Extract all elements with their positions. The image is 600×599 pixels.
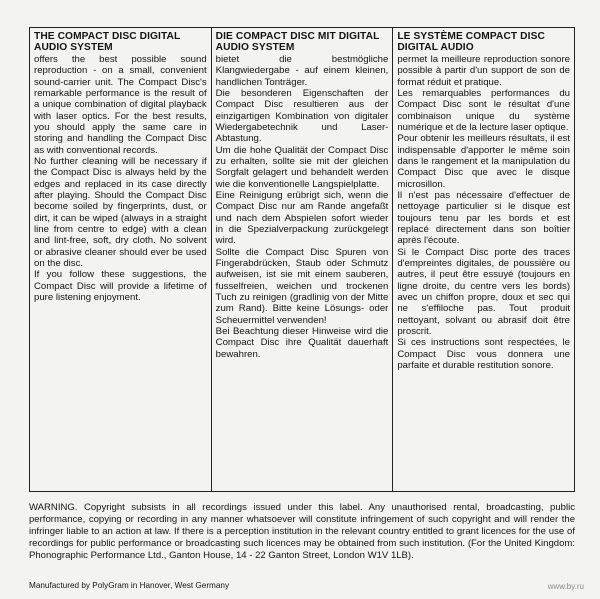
german-paragraph-1: bietet die bestmögliche Klangwiedergabe - auf einem kleinen, handlichen Tonträger. [215,53,389,88]
manufacturer-note: Manufactured by PolyGram in Hanover, West Germany [29,581,230,590]
french-heading: LE SYSTÈME COMPACT DISC DIGITAL AUDIO [397,31,545,54]
french-paragraph-6: Si ces instructions sont respectées, le Compact Disc vous donnera une parfaite et durable restitution sonore. [397,337,571,372]
english-paragraph-2: No further cleaning will be necessary if the Compact Disc is always held by the edges and replaced in its case directly after playing. Should the Compact Disc become soiled by fingerprints, dust, or dirt, it can be wiped (always in a straight line from centre to edge) with a clean and lint-free, soft, dry cloth. No solvent or abrasive cleaner should ever be used on the disc. [34,155,207,269]
french-paragraph-2: Les remarquables performances du Compact Disc sont le résultat d'une combinaison unique du système numérique et de la lecture laser optique. [397,87,571,133]
french-paragraph-3: Pour obtenir les meilleurs résultats, il est indispensable d'apporter le même soin dans le rangement et la manipulation du Compact Disc que avec le disque microsillon. [397,133,571,190]
care-instructions-box [29,27,575,492]
german-paragraph-6: Bei Beachtung dieser Hinweise wird die Compact Disc ihre Qualität dauerhaft bewahren. [215,326,389,360]
french-paragraph-1: permet la meilleure reproduction sonore possible à partir d'un support de son de format réduit et pratique. [397,53,571,88]
english-paragraph-1: offers the best possible sound reproduction - on a small, convenient sound-carrier unit. The Compact Disc's remarkable performance is the result of a unique combination of digital playback with laser optics. For the best results, you should apply the same care in storing and handling the Compact Disc as with conventional records. [34,53,207,156]
copyright-warning: WARNING. Copyright subsists in all recordings issued under this label. Any unauthorised rental, broadcasting, public performance, copying or recording in any manner whatsoever will constitute infringement of such copyright and will render the infringer liable to an action at law. If there is a perception institution in the relevant country entitled to grant licences for the use of recordings for public performance or broadcasting such licences may be obtained from such institution. (For the United Kingdom: Phonographic Performance Ltd., Ganton House, 14 - 22 Ganton Street, London W1V 1LB). [29,502,575,562]
german-paragraph-2: Die besonderen Eigenschaften der Compact Disc resultieren aus der einzigartigen Kombination von digitaler Wiedergabetechnik und Laser-Abtastung. [215,87,389,145]
french-paragraph-5: Si le Compact Disc porte des traces d'empreintes digitales, de poussière ou autres, il peut être essuyé (toujours en ligne droite, du centre vers les bords) avec un chiffon propre, doux et sec qui ne s'effiloche pas. Tout produit nettoyant, solvant ou abrasif doit être proscrit. [397,246,571,338]
watermark-text: www.by.ru [547,582,584,591]
english-heading: THE COMPACT DISC DIGITAL AUDIO SYSTEM [34,31,181,54]
german-heading: DIE COMPACT DISC MIT DIGITAL AUDIO SYSTEM [215,31,380,54]
german-paragraph-5: Sollte die Compact Disc Spuren von Fingerabdrücken, Staub oder Schmutz aufweisen, ist sie mit einem sauberen, fusselfreien, weichen und trockenen Tuch zu reinigen (gradlinig von der Mitte zum Rand). Bitte keine Lösungs- oder Scheuermittel verwenden! [215,246,389,326]
english-paragraph-3: If you follow these suggestions, the Compact Disc will provide a lifetime of pure listening enjoyment. [34,269,207,304]
french-column [392,28,574,491]
german-paragraph-3: Um die hohe Qualität der Compact Disc zu erhalten, sollte sie mit der gleichen Sorgfalt gelagert und behandelt werden wie die konventionelle Langspielplatte. [215,144,389,190]
german-column [211,28,393,491]
french-paragraph-4: Il n'est pas nécessaire d'effectuer de nettoyage particulier si le disque est toujours tenu par les bords et est replacé directement dans son boîtier après l'écoute. [397,189,571,247]
english-column [30,28,211,491]
german-paragraph-4: Eine Reinigung erübrigt sich, wenn die Compact Disc nur am Rande angefaßt und nach dem Abspielen sofort wieder in die Spezialverpackung zurückgelegt wird. [215,189,389,247]
